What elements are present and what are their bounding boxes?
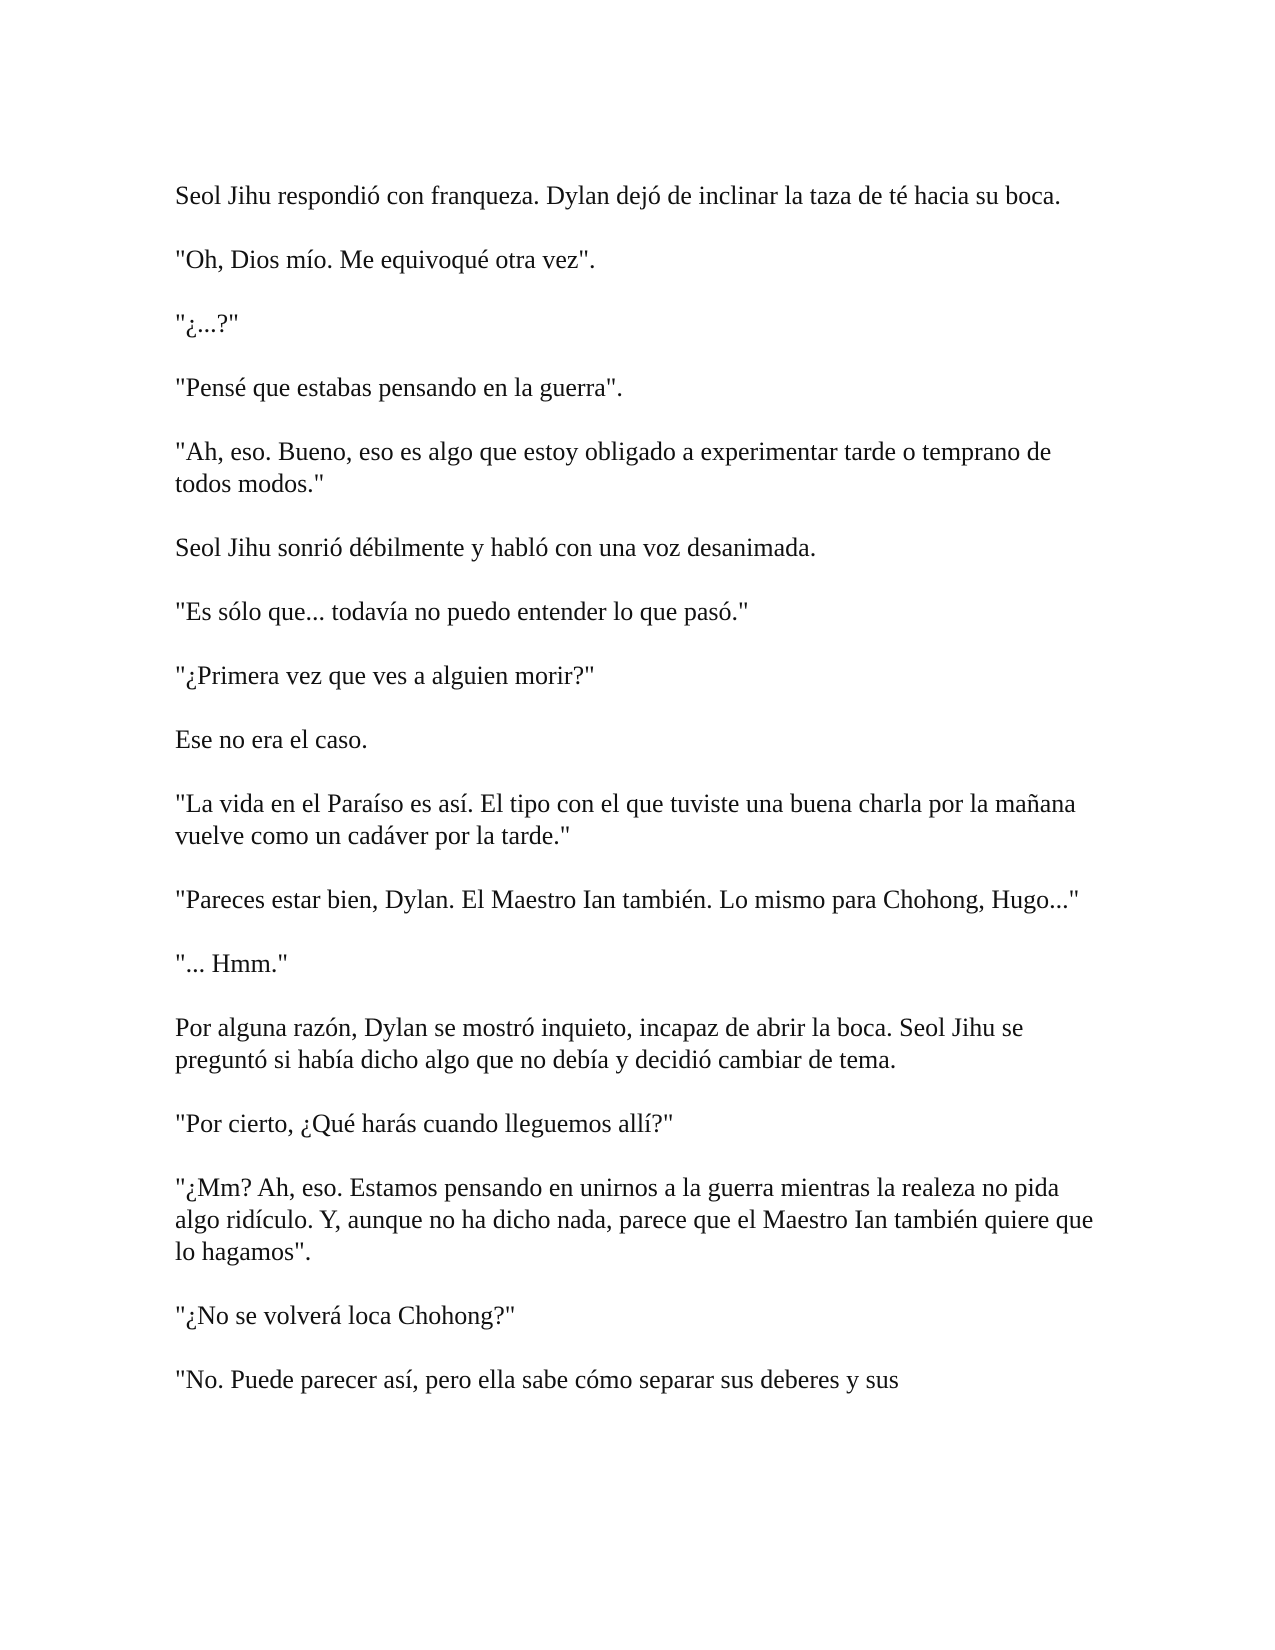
paragraph: "Es sólo que... todavía no puedo entender lo que pasó." xyxy=(175,597,749,626)
paragraph: Ese no era el caso. xyxy=(175,725,368,754)
paragraph: Seol Jihu sonrió débilmente y habló con una voz desanimada. xyxy=(175,533,817,562)
paragraph: "... Hmm." xyxy=(175,949,288,978)
paragraph: "Pareces estar bien, Dylan. El Maestro Ian también. Lo mismo para Chohong, Hugo..." xyxy=(175,885,1080,914)
paragraph: "¿No se volverá loca Chohong?" xyxy=(175,1301,516,1330)
paragraph: "¿Mm? Ah, eso. Estamos pensando en unirnos a la guerra mientras la realeza no pida algo ridículo. Y, aunque no ha dicho nada, parece que el Maestro Ian también quiere que lo hagamos". xyxy=(175,1173,1094,1266)
paragraph: "No. Puede parecer así, pero ella sabe cómo separar sus deberes y sus xyxy=(175,1365,899,1394)
paragraph: "Pensé que estabas pensando en la guerra". xyxy=(175,373,623,402)
paragraph: "¿...?" xyxy=(175,309,239,338)
paragraph: "Ah, eso. Bueno, eso es algo que estoy obligado a experimentar tarde o temprano de todos modos." xyxy=(175,437,1052,498)
paragraph: Seol Jihu respondió con franqueza. Dylan dejó de inclinar la taza de té hacia su boca. xyxy=(175,181,1061,210)
document-body xyxy=(175,180,1105,1428)
paragraph: "La vida en el Paraíso es así. El tipo con el que tuviste una buena charla por la mañana vuelve como un cadáver por la tarde." xyxy=(175,789,1076,850)
paragraph: "¿Primera vez que ves a alguien morir?" xyxy=(175,661,595,690)
paragraph: "Oh, Dios mío. Me equivoqué otra vez". xyxy=(175,245,596,274)
paragraph: "Por cierto, ¿Qué harás cuando lleguemos allí?" xyxy=(175,1109,674,1138)
paragraph: Por alguna razón, Dylan se mostró inquieto, incapaz de abrir la boca. Seol Jihu se preguntó si había dicho algo que no debía y decidió cambiar de tema. xyxy=(175,1013,1024,1074)
